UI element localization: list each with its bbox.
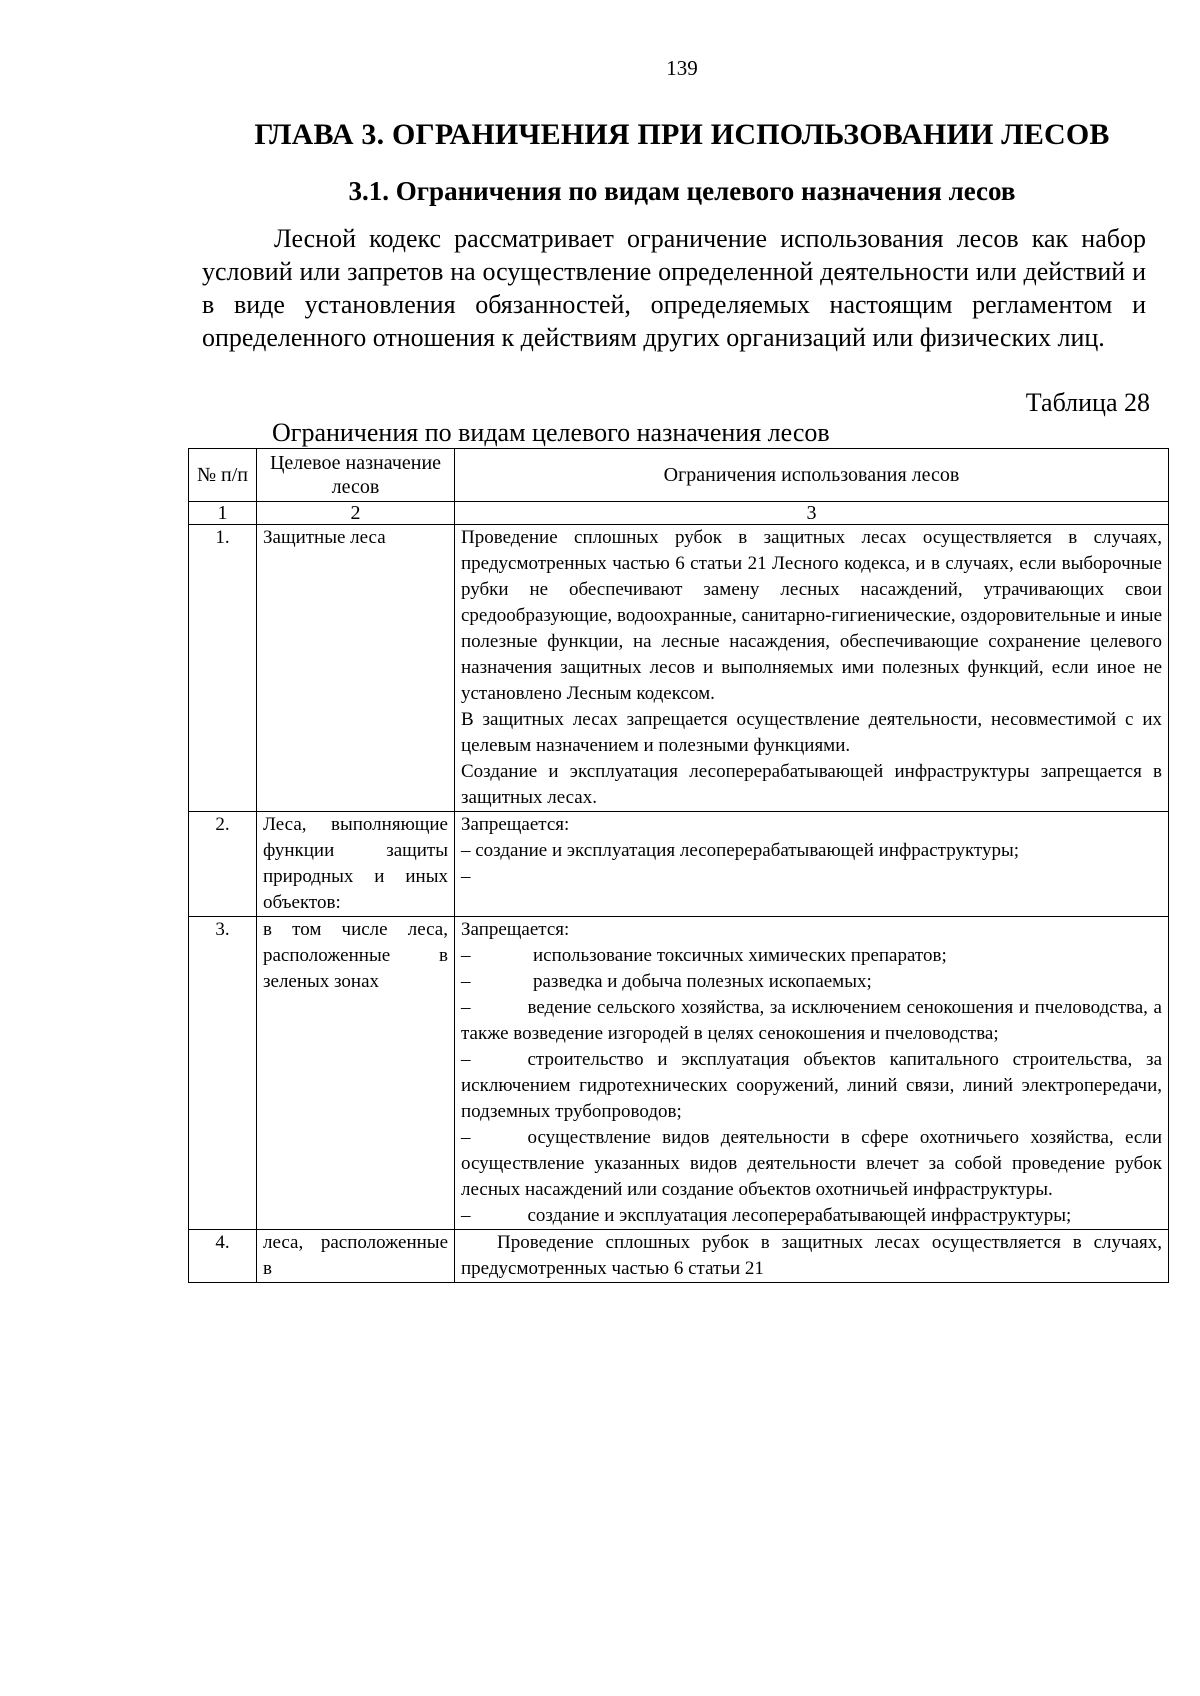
column-number: 3	[455, 502, 1169, 525]
table-row	[189, 525, 1169, 812]
row-purpose: в том числе леса, расположенные в зеленых зонах	[257, 917, 455, 1230]
restriction-item: – создание и эксплуатация лесоперерабатывающей инфраструктуры;	[461, 840, 1020, 861]
restriction-item	[461, 1047, 1162, 1125]
row-number: 1.	[189, 525, 257, 812]
header-restrictions: Ограничения использования лесов	[455, 449, 1169, 502]
table-row	[189, 1230, 1169, 1283]
row-number: 3.	[189, 917, 257, 1230]
restriction-item	[461, 995, 1162, 1047]
restriction-item-text: использование токсичных химических препаратов;	[533, 945, 947, 966]
restrictions-table	[188, 448, 1169, 1283]
column-number: 2	[257, 502, 455, 525]
column-number: 1	[189, 502, 257, 525]
list-dash: –	[461, 945, 471, 966]
table-row	[189, 917, 1169, 1230]
restriction-paragraph: В защитных лесах запрещается осуществление деятельности, несовместимой с их целевым назначением и полезными функциями.	[461, 709, 1162, 756]
restriction-item: –	[461, 866, 471, 887]
column-number-row	[189, 502, 1169, 525]
chapter-title: ГЛАВА 3. ОГРАНИЧЕНИЯ ПРИ ИСПОЛЬЗОВАНИИ ЛЕСОВ	[254, 118, 1110, 151]
row-number: 2.	[189, 812, 257, 917]
list-dash: –	[461, 971, 471, 992]
list-dash: –	[461, 1049, 471, 1070]
list-dash: –	[461, 997, 471, 1018]
restriction-item-text: создание и эксплуатация лесоперерабатывающей инфраструктуры;	[527, 1205, 1072, 1226]
header-number: № п/п	[189, 449, 257, 502]
restriction-item-text: разведка и добыча полезных ископаемых;	[533, 971, 872, 992]
restriction-intro: Запрещается:	[461, 814, 570, 835]
header-purpose: Целевое назначение лесов	[257, 449, 455, 502]
row-restrictions	[455, 525, 1169, 812]
restriction-paragraph: Проведение сплошных рубок в защитных лесах осуществляется в случаях, предусмотренных частью 6 статьи 21	[461, 1232, 1162, 1279]
restriction-intro: Запрещается:	[461, 919, 570, 940]
restriction-item-text: ведение сельского хозяйства, за исключением сенокошения и пчеловодства, а также возведение изгородей в целях сенокошения и пчеловодства;	[461, 997, 1162, 1044]
row-purpose: леса, расположенные в	[257, 1230, 455, 1283]
section-title: 3.1. Ограничения по видам целевого назначения лесов	[348, 176, 1016, 206]
table-header-row	[189, 449, 1169, 502]
restriction-item-text: строительство и эксплуатация объектов капитального строительства, за исключением гидротехнических сооружений, линий связи, линий электропередачи, подземных трубопроводов;	[461, 1049, 1162, 1122]
restriction-paragraph: Проведение сплошных рубок в защитных лесах осуществляется в случаях, предусмотренных частью 6 статьи 21 Лесного кодекса, и в случаях, если выборочные рубки не обеспечивают замену лесных насаждений, утрачивающих свои средообразующие, водоохранные, санитарно-гигиенические, оздоровительные и иные полезные функции, на лесные насаждения, обеспечивающие сохранение целевого назначения защитных лесов и выполняемых ими полезных функций, если иное не установлено Лесным кодексом.	[461, 527, 1162, 704]
row-number: 4.	[189, 1230, 257, 1283]
restriction-item-text: осуществление видов деятельности в сфере охотничьего хозяйства, если осуществление указанных видов деятельности влечет за собой проведение рубок лесных насаждений или создание объектов охотничьей инфраструктуры.	[461, 1127, 1162, 1200]
row-purpose: Леса, выполняющие функции защиты природных и иных объектов:	[257, 812, 455, 917]
restriction-item	[461, 969, 1162, 995]
intro-paragraph: Лесной кодекс рассматривает ограничение использования лесов как набор условий или запретов на осуществление определенной деятельности или действий и в виде установления обязанностей, определяемых настоящим регламентом и определенного отношения к действиям других организаций или физических лиц.	[202, 224, 1146, 352]
list-dash: –	[461, 1127, 471, 1148]
table-caption: Ограничения по видам целевого назначения лесов	[272, 418, 830, 447]
table-row	[189, 812, 1169, 917]
restriction-item	[461, 1203, 1162, 1229]
row-restrictions	[455, 1230, 1169, 1283]
restriction-item	[461, 943, 1162, 969]
row-purpose: Защитные леса	[257, 525, 455, 812]
table-label: Таблица 28	[1025, 388, 1150, 417]
list-dash: –	[461, 1205, 471, 1226]
page-number: 139	[666, 56, 698, 80]
row-restrictions	[455, 917, 1169, 1230]
restriction-item	[461, 1125, 1162, 1203]
restriction-paragraph: Создание и эксплуатация лесоперерабатывающей инфраструктуры запрещается в защитных лесах.	[461, 761, 1162, 808]
row-restrictions	[455, 812, 1169, 917]
